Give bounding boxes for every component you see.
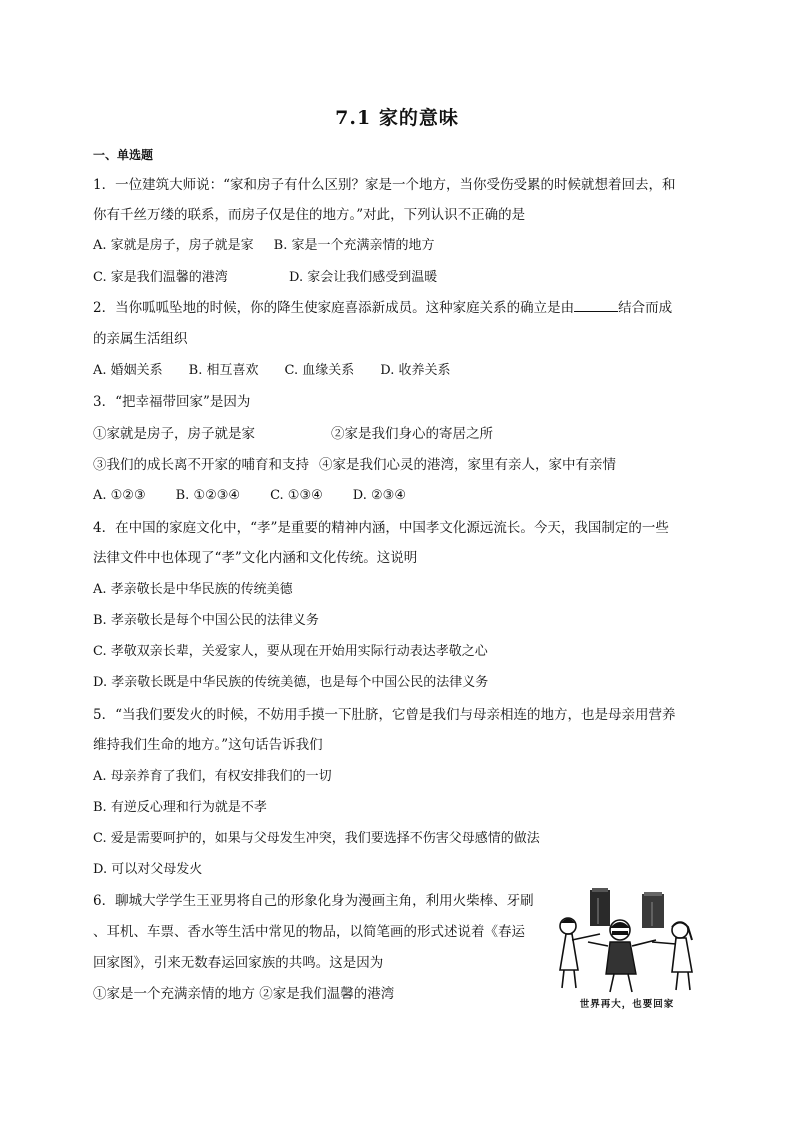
q2-stem-line2: 的亲属生活组织 xyxy=(93,331,188,347)
q4-stem-line1: 4．在中国的家庭文化中，“孝”是重要的精神内涵，中国孝文化源远流长。今天，我国制定的一些 xyxy=(93,520,669,536)
q5-stem-line1: 5．“当我们要发火的时候，不妨用手摸一下肚脐，它曾是我们与母亲相连的地方，也是母亲用营养 xyxy=(93,707,676,723)
q1-options-row1 xyxy=(93,236,434,256)
q6-stem-line2: 、耳机、车票、香水等生活中常见的物品，以简笔画的形式述说着《春运 xyxy=(93,924,525,940)
q4-option-b: B. 孝亲敬长是每个中国公民的法律义务 xyxy=(93,613,319,628)
luggage-right xyxy=(642,894,664,928)
q2-option-c: C. 血缘关系 xyxy=(284,363,355,378)
q3-statements-row1 xyxy=(93,424,493,444)
q3-statement-1: ①家就是房子，房子就是家 xyxy=(93,426,255,442)
q5-option-b: B. 有逆反心理和行为就是不孝 xyxy=(93,800,267,815)
luggage-left xyxy=(590,890,610,926)
q3-statement-2: ②家是我们身心的寄居之所 xyxy=(331,426,493,442)
q2-options-row xyxy=(93,361,450,381)
q2-option-d: D. 收养关系 xyxy=(380,363,451,378)
q5-stem-line2: 维持我们生命的地方。”这句话告诉我们 xyxy=(93,737,323,753)
q4-option-c: C. 孝敬双亲长辈，关爱家人，要从现在开始用实际行动表达孝敬之心 xyxy=(93,644,488,659)
q3-statement-4: ④家是我们心灵的港湾，家里有亲人，家中有亲情 xyxy=(319,457,616,473)
q1-option-a: A. 家就是房子，房子就是家 xyxy=(93,238,254,253)
q3-statement-3: ③我们的成长离不开家的哺育和支持 xyxy=(93,457,309,473)
q2-stem-post: 结合而成 xyxy=(618,300,673,316)
q2-answer-blank xyxy=(574,299,618,312)
q3-option-d: D. ②③④ xyxy=(352,488,406,503)
q1-stem-line2: 你有千丝万缕的联系，而房子仅是住的地方。”对此，下列认识不正确的是 xyxy=(93,207,526,223)
q1-stem-line1: 1．一位建筑大师说：“家和房子有什么区别？家是一个地方，当你受伤受累的时候就想着回去，和 xyxy=(93,177,676,193)
section-heading: 一、单选题 xyxy=(93,148,154,162)
q5-option-a: A. 母亲养育了我们，有权安排我们的一切 xyxy=(93,769,332,784)
q1-option-c: C. 家是我们温馨的港湾 xyxy=(93,270,228,285)
cartoon-illustration xyxy=(552,884,702,994)
q2-stem-pre: 2．当你呱呱坠地的时候，你的降生使家庭喜添新成员。这种家庭关系的确立是由 xyxy=(93,300,575,316)
q3-stem: 3．“把幸福带回家”是因为 xyxy=(93,394,251,410)
q6-stem-line1: 6．聊城大学学生王亚男将自己的形象化身为漫画主角，利用火柴棒、牙刷 xyxy=(93,893,534,909)
q3-options-row xyxy=(93,486,406,506)
q4-option-d: D. 孝亲敬长既是中华民族的传统美德，也是每个中国公民的法律义务 xyxy=(93,675,489,690)
q3-option-a: A. ①②③ xyxy=(93,488,146,503)
q1-option-b: B. 家是一个充满亲情的地方 xyxy=(273,238,435,253)
q5-option-d: D. 可以对父母发火 xyxy=(93,862,203,877)
q6-statements: ①家是一个充满亲情的地方 ②家是我们温馨的港湾 xyxy=(93,986,395,1002)
q3-statements-row2 xyxy=(93,455,616,475)
q1-option-d: D. 家会让我们感受到温暖 xyxy=(289,270,438,285)
q1-options-row2 xyxy=(93,268,437,288)
q6-stem-line3: 回家图》，引来无数春运回家族的共鸣。这是因为 xyxy=(93,955,384,971)
q3-option-b: B. ①②③④ xyxy=(175,488,241,503)
q5-option-c: C. 爱是需要呵护的，如果与父母发生冲突，我们要选择不伤害父母感情的做法 xyxy=(93,831,540,846)
cartoon-figure xyxy=(552,884,702,1014)
q2-option-b: B. 相互喜欢 xyxy=(188,363,259,378)
q2-option-a: A. 婚姻关系 xyxy=(93,363,163,378)
q4-stem-line2: 法律文件中也体现了“孝”文化内涵和文化传统。这说明 xyxy=(93,550,418,566)
page-title: 7.1 家的意味 xyxy=(335,107,459,129)
figure-caption: 世界再大，也要回家 xyxy=(579,999,675,1010)
q2-stem-line1 xyxy=(93,298,672,318)
q4-option-a: A. 孝亲敬长是中华民族的传统美德 xyxy=(93,582,293,597)
q3-option-c: C. ①③④ xyxy=(270,488,323,503)
